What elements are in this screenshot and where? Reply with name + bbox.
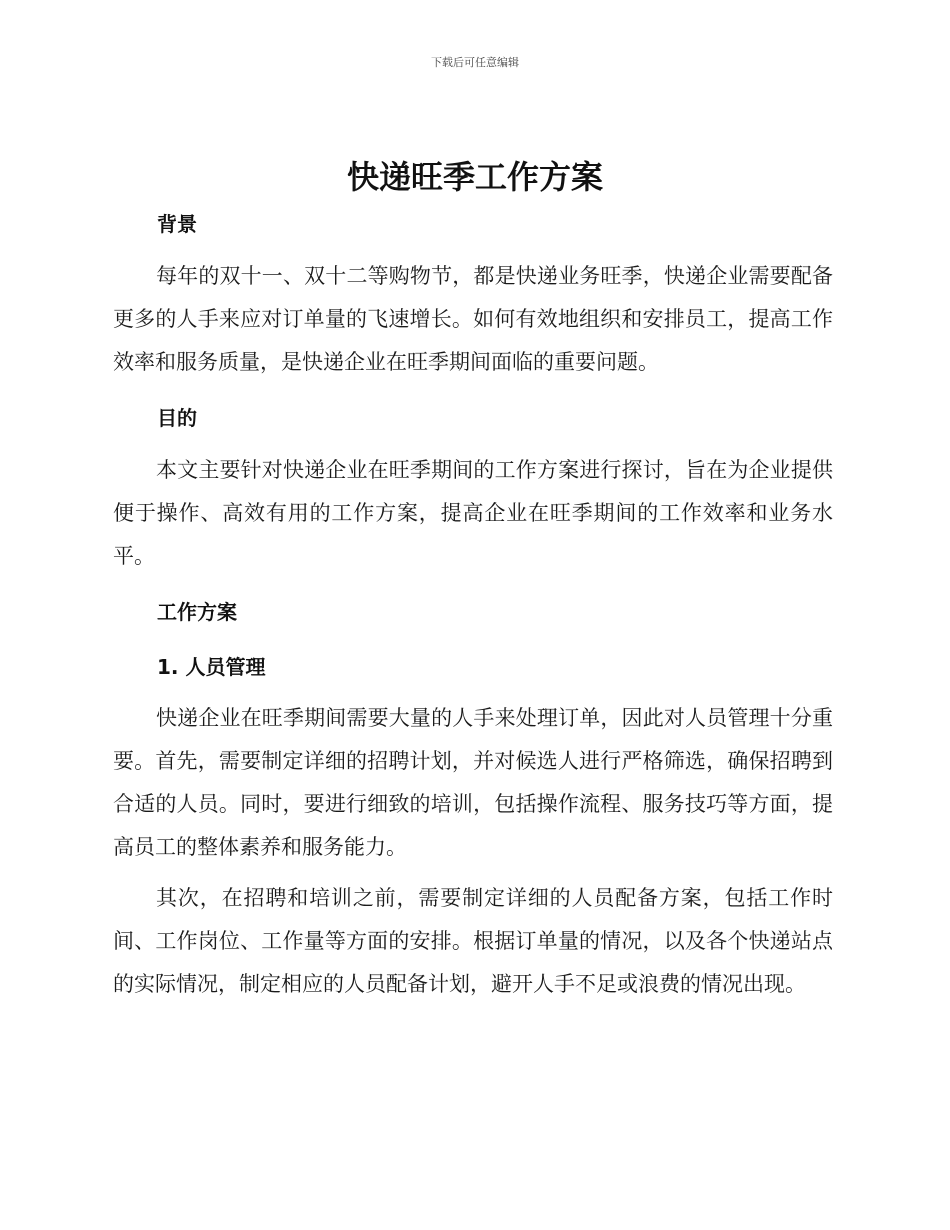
- staff-paragraph-1: 快递企业在旺季期间需要大量的人手来处理订单，因此对人员管理十分重要。首先，需要制定详细的招聘计划，并对候选人进行严格筛选，确保招聘到合适的人员。同时，要进行细致的培训，包括操作流程、服务技巧等方面，提高员工的整体素养和服务能力。: [113, 706, 833, 859]
- document-title: 快递旺季工作方案: [346, 158, 603, 196]
- purpose-paragraph: 本文主要针对快递企业在旺季期间的工作方案进行探讨，旨在为企业提供便于操作、高效有用的工作方案，提高企业在旺季期间的工作效率和业务水平。: [113, 458, 833, 568]
- section-heading-background: 背景: [157, 212, 197, 236]
- section-heading-purpose: 目的: [157, 406, 197, 430]
- staff-paragraph-2: 其次，在招聘和培训之前，需要制定详细的人员配备方案，包括工作时间、工作岗位、工作量等方面的安排。根据订单量的情况，以及各个快递站点的实际情况，制定相应的人员配备计划，避开人手不足或浪费的情况出现。: [113, 886, 833, 996]
- background-paragraph: 每年的双十一、双十二等购物节，都是快递业务旺季，快递企业需要配备更多的人手来应对订单量的飞速增长。如何有效地组织和安排员工，提高工作效率和服务质量，是快递企业在旺季期间面临的重要问题。: [113, 264, 833, 374]
- subsection-heading-staff: 1. 人员管理: [157, 655, 266, 679]
- section-heading-plan: 工作方案: [157, 600, 237, 624]
- page-header-note: 下载后可任意编辑: [431, 56, 519, 69]
